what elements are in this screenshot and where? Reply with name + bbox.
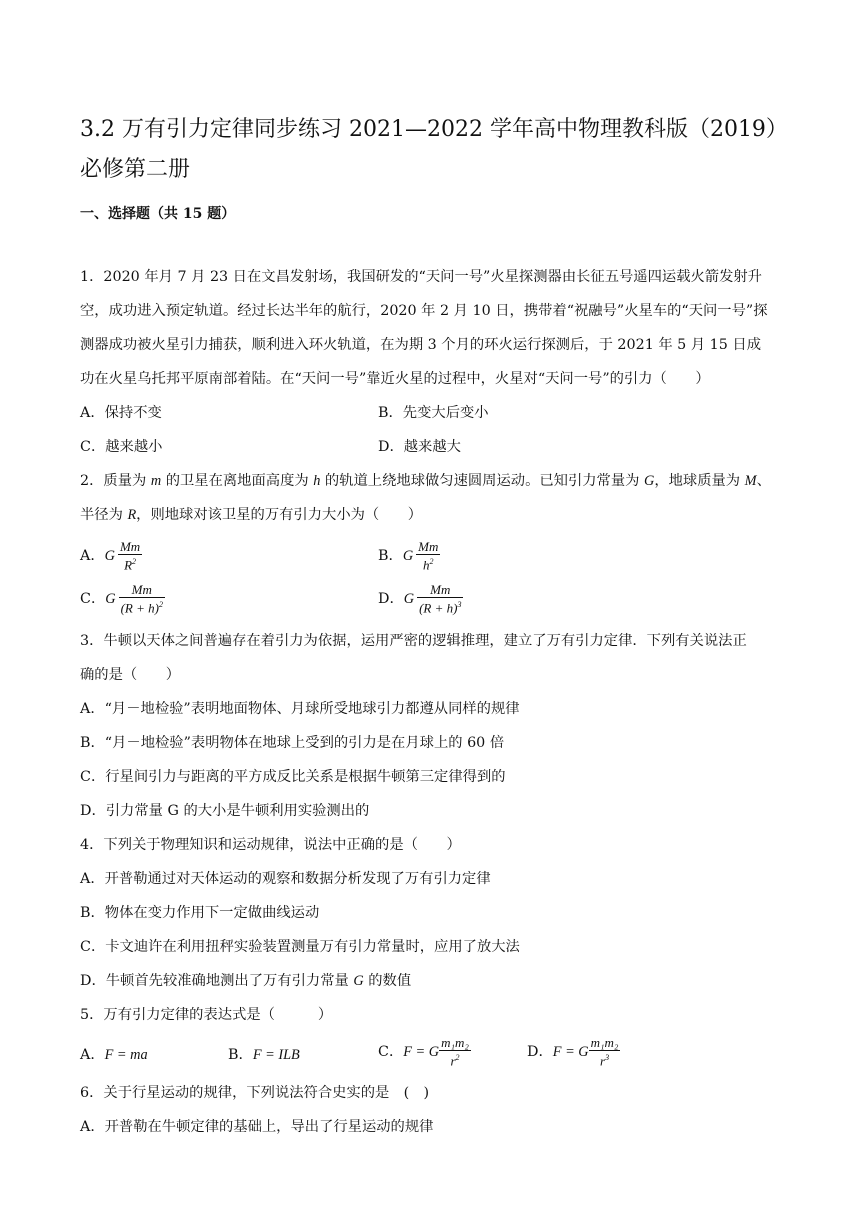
- q5-option-a: A．F = ma: [80, 1047, 148, 1063]
- q1-stem-line: 功在火星乌托邦平原南部着陆。在“天问一号”靠近火星的过程中，火星对“天问一号”的引力（ ）: [80, 371, 710, 387]
- q3-stem-line: 确的是（ ）: [80, 667, 181, 683]
- q2-option-d: D．G $\frac{Mm}{(R + h)^3}$: [378, 582, 462, 616]
- fraction: $\frac{Mm}{(R + h)^2}$: [120, 582, 163, 616]
- q4-option-c: C．卡文迪许在利用扭秤实验装置测量万有引力常量时，应用了放大法: [80, 939, 520, 955]
- fraction: $\frac{\text{m₁m₂}}{r^3}$: [590, 1035, 619, 1069]
- q1-stem-line: 空，成功进入预定轨道。经过长达半年的航行，2020 年 2 月 10 日，携带着“祝融号”火星车的“天问一号”探: [80, 303, 768, 319]
- q6-stem: 6．关于行星运动的规律，下列说法符合史实的是 ( ): [80, 1085, 430, 1101]
- q2-stem-line: 2．质量为 m 的卫星在离地面高度为 h 的轨道上绕地球做匀速圆周运动。已知引力常量为 G，地球质量为 M、: [80, 473, 771, 489]
- q1-stem-line: 测器成功被火星引力捕获，顺利进入环火轨道，在为期 3 个月的环火运行探测后，于 2021 年 5 月 15 日成: [80, 337, 761, 353]
- q5-option-b: B．F = ILB: [228, 1047, 300, 1063]
- q1-option-c: C．越来越小: [80, 439, 163, 455]
- q4-option-a: A．开普勒通过对天体运动的观察和数据分析发现了万有引力定律: [80, 871, 491, 887]
- q3-option-c: C．行星间引力与距离的平方成反比关系是根据牛顿第三定律得到的: [80, 769, 506, 785]
- q5-option-c: C．F = G $\frac{\text{m₁m₂}}{r^2}$: [378, 1035, 469, 1069]
- q3-option-b: B．“月－地检验”表明物体在地球上受到的引力是在月球上的 60 倍: [80, 735, 505, 751]
- q1-option-d: D．越来越大: [378, 439, 461, 455]
- q1-option-a: A．保持不变: [80, 405, 162, 421]
- q2-stem-line: 半径为 R，则地球对该卫星的万有引力大小为（ ）: [80, 507, 423, 523]
- section-heading: 一、选择题（共 15 题）: [80, 206, 236, 222]
- fraction: $\frac{\text{m₁m₂}}{r^2}$: [441, 1035, 469, 1069]
- q5-option-d: D．F = G $\frac{\text{m₁m₂}}{r^3}$: [527, 1035, 619, 1069]
- q4-option-b: B．物体在变力作用下一定做曲线运动: [80, 905, 320, 921]
- fraction: $\frac{Mm}{R^2}$: [119, 539, 141, 573]
- document-title: 3.2 万有引力定律同步练习 2021—2022 学年高中物理教科版（2019）必修第二册: [80, 117, 788, 182]
- q1-option-b: B．先变大后变小: [378, 405, 489, 421]
- fraction: $\frac{Mm}{h^2}$: [418, 539, 439, 573]
- q6-option-a: A．开普勒在牛顿定律的基础上，导出了行星运动的规律: [80, 1119, 434, 1135]
- q3-option-a: A．“月－地检验”表明地面物体、月球所受地球引力都遵从同样的规律: [80, 701, 520, 717]
- q2-option-c: C．G $\frac{Mm}{(R + h)^2}$: [80, 582, 163, 616]
- q4-stem: 4．下列关于物理知识和运动规律，说法中正确的是（ ）: [80, 837, 461, 853]
- q3-stem-line: 3．牛顿以天体之间普遍存在着引力为依据，运用严密的逻辑推理，建立了万有引力定律．下列有关说法正: [80, 633, 747, 649]
- q1-stem-line: 1．2020 年月 7 月 23 日在文昌发射场，我国研发的“天问一号”火星探测器由长征五号遥四运载火箭发射升: [80, 269, 762, 285]
- q3-option-d: D．引力常量 G 的大小是牛顿利用实验测出的: [80, 803, 370, 819]
- q2-option-a: A．G $\frac{Mm}{R^2}$: [80, 539, 141, 573]
- fraction: $\frac{Mm}{(R + h)^3}$: [419, 582, 462, 616]
- q4-option-d: D．牛顿首先较准确地测出了万有引力常量 G 的数值: [80, 973, 412, 989]
- q2-option-b: B．G $\frac{Mm}{h^2}$: [378, 539, 439, 573]
- q5-stem: 5．万有引力定律的表达式是（ ）: [80, 1007, 333, 1023]
